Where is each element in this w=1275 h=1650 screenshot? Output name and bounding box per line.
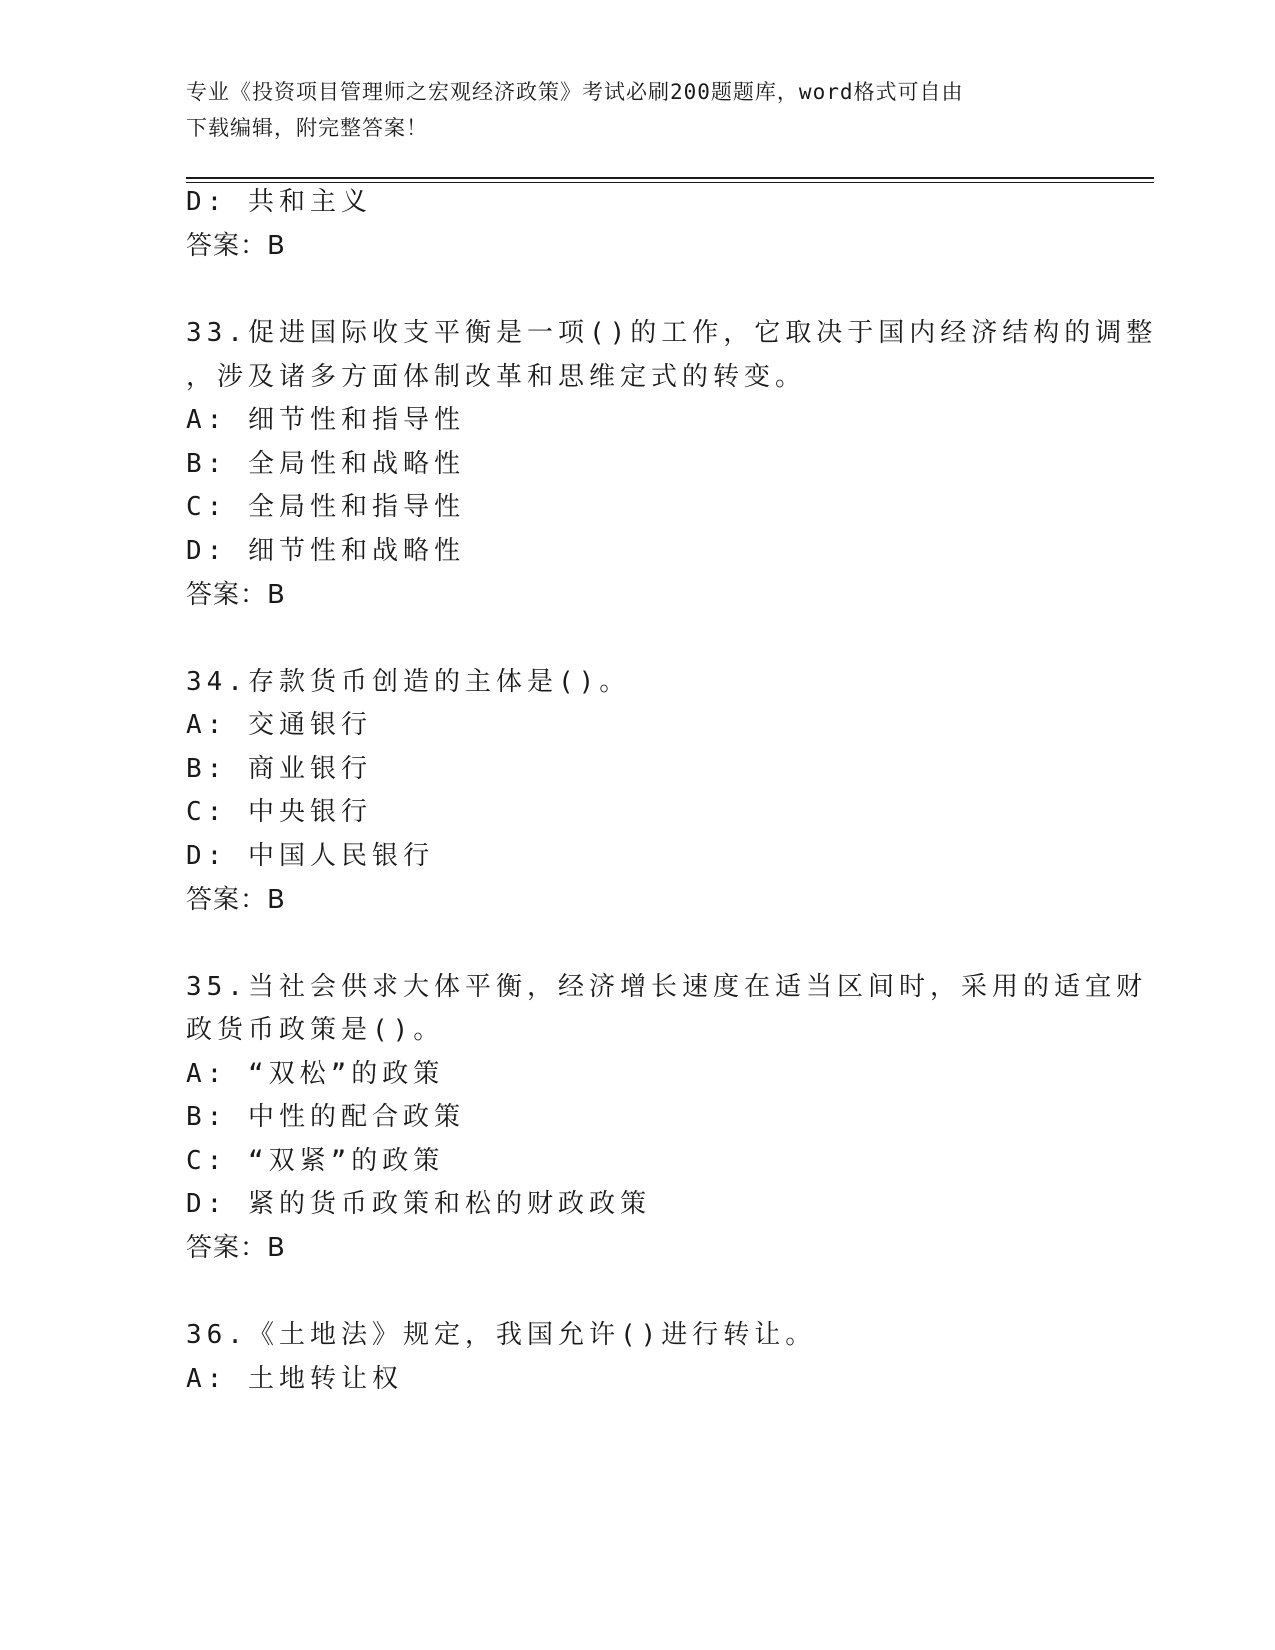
prev-option-d: D: 共和主义: [186, 187, 372, 217]
q33-option-b: B: 全局性和战略性: [186, 449, 465, 479]
q36-option-a: A: 土地转让权: [186, 1364, 403, 1394]
q34-stem-line-1: 34.存款货币创造的主体是()。: [186, 667, 631, 697]
q34-option-c: C: 中央银行: [186, 797, 372, 827]
q33-option-d: D: 细节性和战略性: [186, 536, 465, 566]
q35-option-d: D: 紧的货币政策和松的财政政策: [186, 1189, 651, 1219]
q33-stem-line-1: 33.促进国际收支平衡是一项()的工作，它取决于国内经济结构的调整: [186, 318, 1158, 348]
q34-answer: 答案：B: [186, 885, 286, 915]
q34-option-b: B: 商业银行: [186, 754, 372, 784]
q33-option-c: C: 全局性和指导性: [186, 492, 465, 522]
header-line-1: 专业《投资项目管理师之宏观经济政策》考试必刷200题题库，word格式可自由: [186, 80, 964, 104]
q35-option-b: B: 中性的配合政策: [186, 1102, 465, 1132]
q33-stem-line-2: ，涉及诸多方面体制改革和思维定式的转变。: [186, 362, 807, 392]
header-line-2: 下载编辑，附完整答案！: [186, 116, 428, 140]
q35-stem-line-1: 35.当社会供求大体平衡，经济增长速度在适当区间时，采用的适宜财: [186, 972, 1147, 1002]
q33-answer: 答案：B: [186, 580, 286, 610]
q35-stem-line-2: 政货币政策是()。: [186, 1015, 445, 1045]
prev-answer: 答案：B: [186, 231, 286, 261]
q35-option-c: C: “双紧”的政策: [186, 1146, 445, 1176]
q35-answer: 答案：B: [186, 1233, 286, 1263]
header-divider-thin: [186, 182, 1154, 183]
header-divider-thick: [186, 177, 1154, 179]
document-header: [186, 74, 1066, 146]
q34-option-d: D: 中国人民银行: [186, 841, 434, 871]
q35-option-a: A: “双松”的政策: [186, 1059, 445, 1089]
q36-stem-line-1: 36.《土地法》规定，我国允许()进行转让。: [186, 1320, 817, 1350]
q34-option-a: A: 交通银行: [186, 710, 372, 740]
q33-option-a: A: 细节性和指导性: [186, 405, 465, 435]
